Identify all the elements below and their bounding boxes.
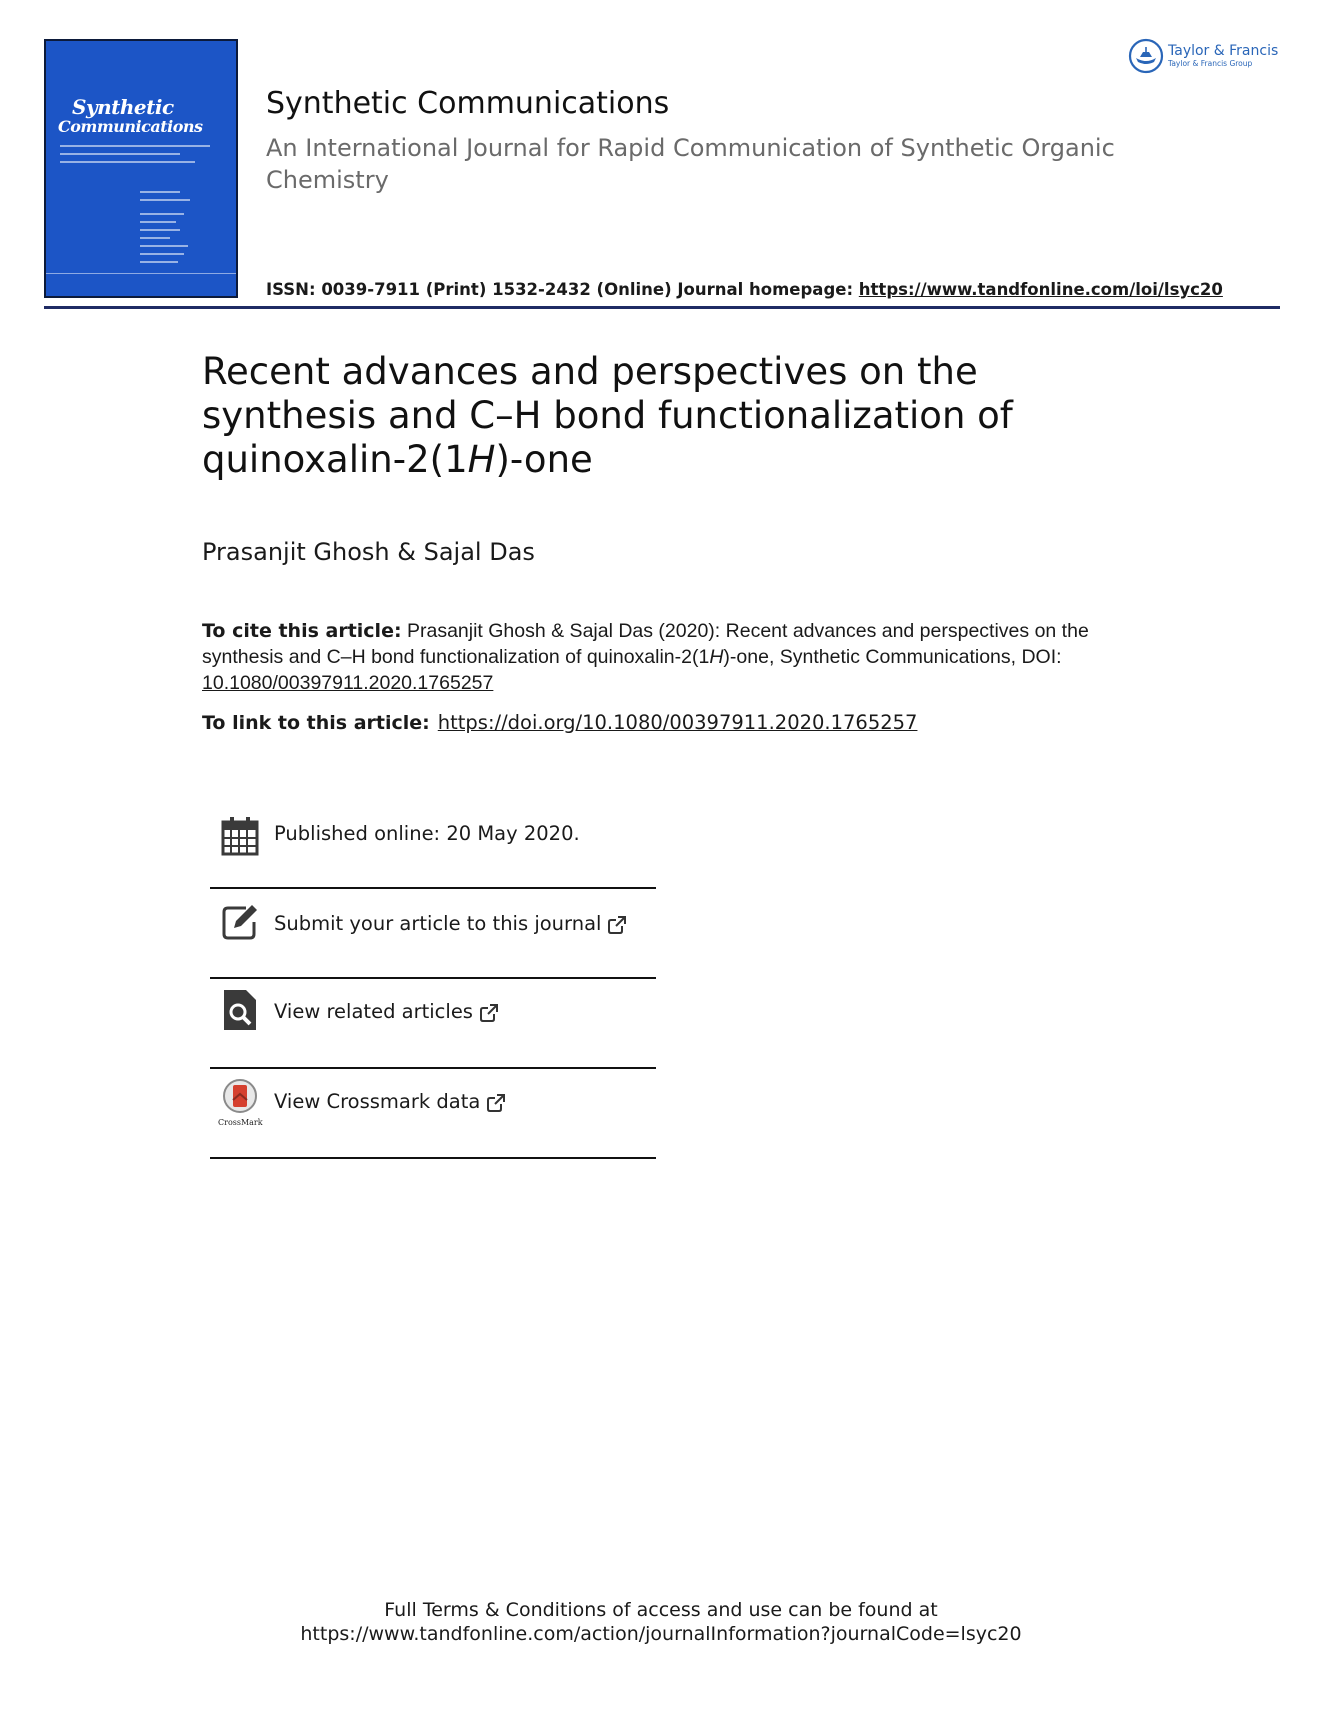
article-title (202, 350, 1122, 482)
divider (210, 1157, 656, 1159)
cover-text-line (140, 229, 180, 231)
related-articles-link[interactable] (274, 1000, 499, 1023)
issn-text: ISSN: 0039-7911 (Print) 1532-2432 (Online) Journal homepage: (266, 280, 859, 299)
article-authors: Prasanjit Ghosh & Sajal Das (202, 538, 535, 566)
journal-title[interactable]: Synthetic Communications (266, 86, 670, 121)
article-title-text: Recent advances and perspectives on the synthesis and C–H bond functionalization of quinoxalin-2(1 (202, 350, 1013, 481)
submit-article-label: Submit your article to this journal (274, 912, 602, 935)
crossmark-icon (218, 1078, 262, 1116)
publisher-name: Taylor & Francis (1168, 43, 1279, 59)
cite-text-suffix: )-one, Synthetic Communications, DOI: (723, 646, 1062, 668)
cover-text-line (140, 191, 180, 193)
cite-text: Prasanjit Ghosh & Sajal Das (2020): Recent advances and perspectives on the synthesis and C–H bond functionalization of quinoxalin-2(1 (202, 620, 1089, 668)
publisher-logo[interactable] (1128, 38, 1278, 74)
publisher-group: Taylor & Francis Group (1168, 59, 1253, 68)
link-label: To link to this article: (202, 712, 430, 734)
external-link-icon (607, 915, 627, 935)
external-link-icon (479, 1003, 499, 1023)
cite-italic: H (709, 646, 724, 668)
external-link-icon (486, 1093, 506, 1113)
cite-label: To cite this article: (202, 620, 402, 642)
journal-cover-image (44, 39, 238, 298)
header-divider (44, 306, 1280, 309)
terms-footer (0, 1598, 1322, 1646)
terms-url[interactable]: https://www.tandfonline.com/action/journalInformation?journalCode=lsyc20 (300, 1623, 1022, 1645)
citation-block (202, 618, 1142, 696)
article-title-italic: H (467, 438, 496, 481)
journal-homepage-link[interactable]: https://www.tandfonline.com/loi/lsyc20 (858, 280, 1223, 299)
cover-text-line (60, 153, 180, 155)
cite-doi-link[interactable]: 10.1080/00397911.2020.1765257 (202, 672, 494, 694)
crossmark-label: View Crossmark data (274, 1090, 481, 1113)
cover-footer (46, 273, 236, 296)
search-document-icon (220, 988, 260, 1032)
crossmark-link[interactable] (274, 1090, 506, 1113)
divider (210, 887, 656, 889)
calendar-icon (220, 814, 260, 858)
cover-text-line (140, 213, 184, 215)
cover-text-line (140, 245, 188, 247)
cover-text-line (140, 253, 184, 255)
edit-icon (220, 900, 260, 944)
article-doi-link[interactable]: https://doi.org/10.1080/00397911.2020.1765257 (437, 711, 918, 734)
cover-text-line (60, 145, 210, 147)
cover-title-line1: Synthetic (72, 95, 174, 119)
cover-text-line (140, 261, 178, 263)
related-articles-label: View related articles (274, 1000, 473, 1023)
divider (210, 977, 656, 979)
cover-text-line (60, 161, 195, 163)
issn-line (266, 280, 1223, 299)
journal-subtitle: An International Journal for Rapid Communication of Synthetic Organic Chemistry (266, 134, 1115, 194)
crossmark-logo-text: CrossMark (218, 1118, 263, 1127)
crossmark-logo (218, 1078, 262, 1128)
published-date: Published online: 20 May 2020. (274, 822, 580, 845)
cover-text-line (140, 237, 170, 239)
cover-text-line (140, 221, 176, 223)
submit-article-link[interactable] (274, 912, 627, 935)
article-link-line (202, 711, 917, 734)
divider (210, 1067, 656, 1069)
terms-text: Full Terms & Conditions of access and use can be found at (384, 1599, 938, 1621)
cover-title-line2: Communications (58, 117, 203, 136)
article-title-suffix: )-one (495, 438, 593, 481)
taylor-francis-logo-icon (1128, 38, 1164, 74)
cover-text-line (140, 199, 190, 201)
